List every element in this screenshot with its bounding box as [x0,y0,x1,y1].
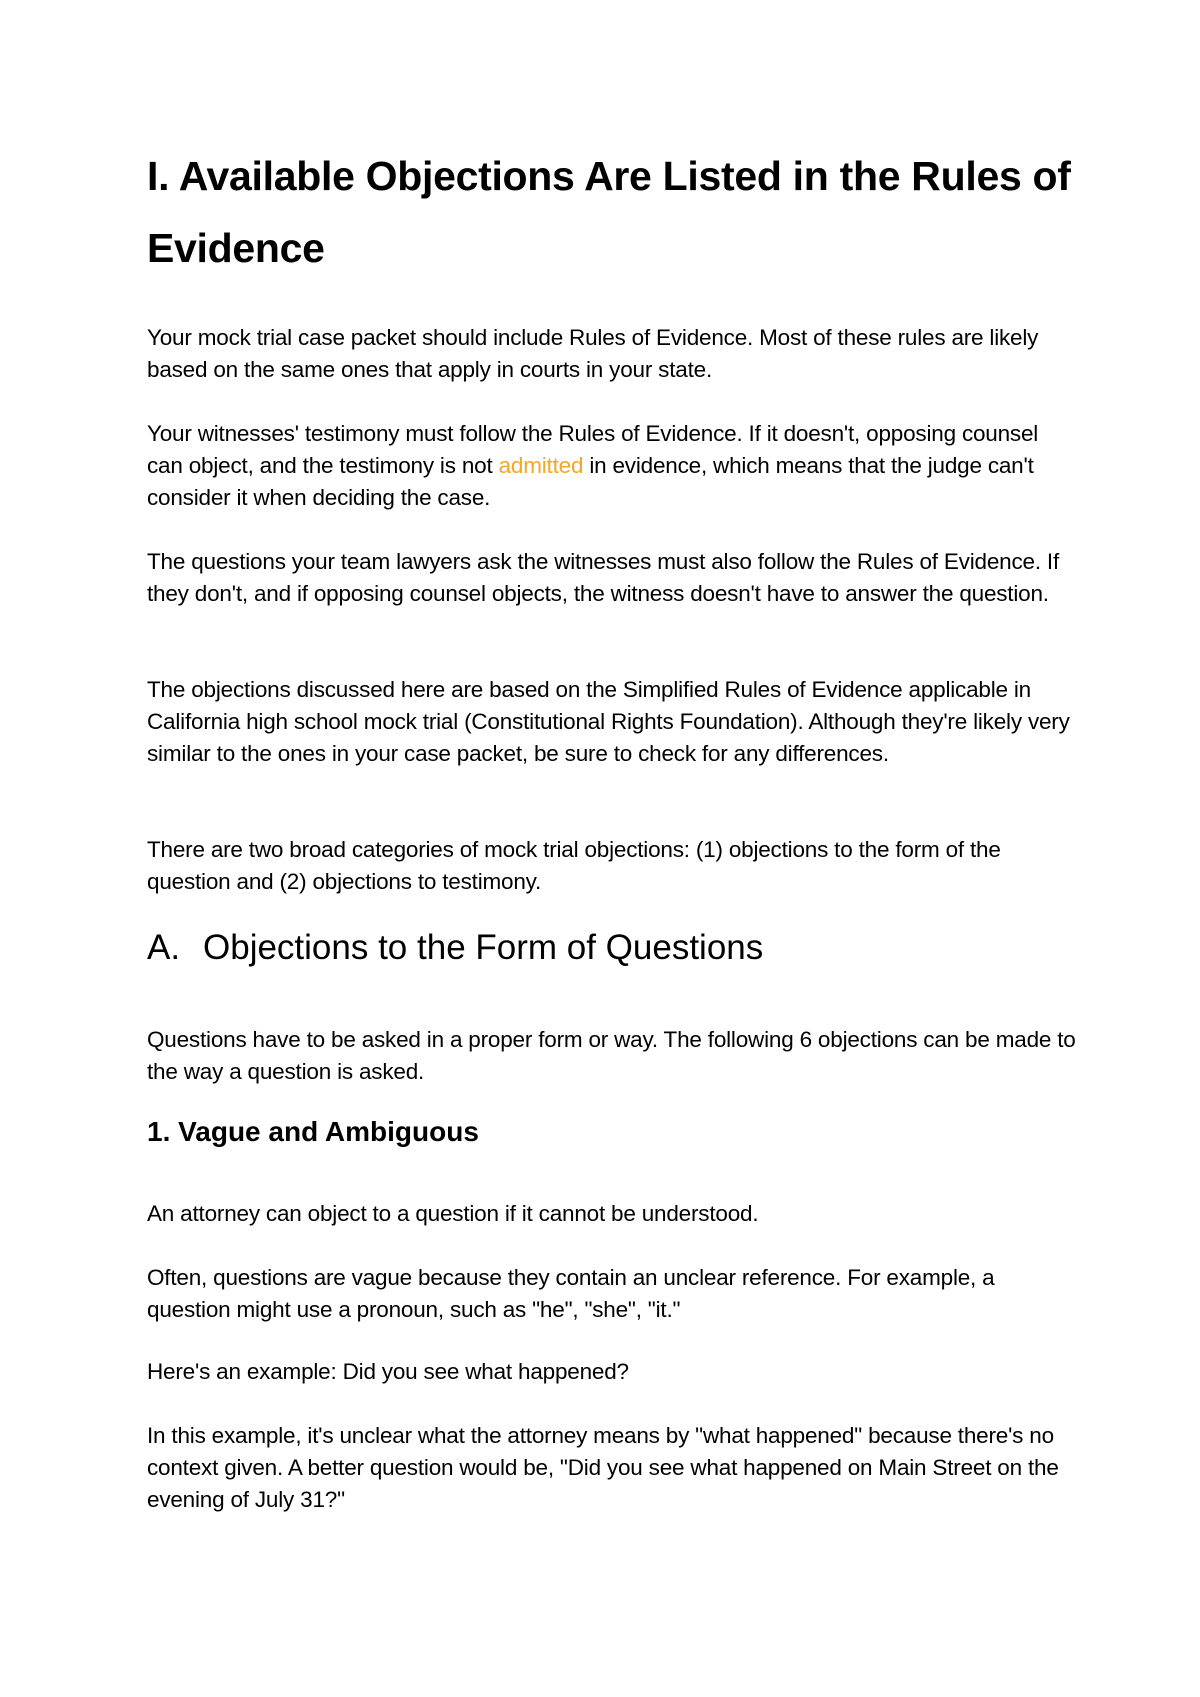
section-heading-a [147,926,763,970]
paragraph-example-explanation: In this example, it's unclear what the attorney means by "what happened" because there's no context given. A better question would be, "Did you see what happened on Main Street on the evening of July 31?" [147,1423,1059,1512]
admitted-link[interactable]: admitted [498,453,584,478]
paragraph-simplified-rules: The objections discussed here are based on the Simplified Rules of Evidence applicable in California high school mock trial (Constitutional Rights Foundation). Although they're likely very similar to the ones in your case packet, be sure to check for any differences. [147,677,1070,766]
paragraph-objection-categories: There are two broad categories of mock trial objections: (1) objections to the form of the question and (2) objections to testimony. [147,837,1001,894]
page-title: I. Available Objections Are Listed in the Rules of Evidence [147,153,1071,271]
paragraph-witness-testimony [147,418,1077,514]
subsection-heading-vague: 1. Vague and Ambiguous [147,1116,479,1147]
paragraph-case-packet: Your mock trial case packet should include Rules of Evidence. Most of these rules are likely based on the same ones that apply in courts in your state. [147,325,1039,382]
section-title: Objections to the Form of Questions [203,928,764,967]
paragraph-text: Your witnesses' testimony must follow the Rules of Evidence. If it doesn't, opposing counsel can object, and the testimony is not [147,421,1039,478]
paragraph-vague-reference: Often, questions are vague because they contain an unclear reference. For example, a question might use a pronoun, such as "he", "she", "it." [147,1265,995,1322]
paragraph-vague-definition: An attorney can object to a question if it cannot be understood. [147,1201,759,1226]
paragraph-section-intro: Questions have to be asked in a proper form or way. The following 6 objections can be made to the way a question is asked. [147,1027,1076,1084]
section-number: A. [147,928,181,967]
paragraph-text: in evidence, which means that the judge can't consider it when deciding the case. [147,453,1034,510]
paragraph-example-question: Here's an example: Did you see what happened? [147,1359,629,1384]
paragraph-lawyer-questions: The questions your team lawyers ask the witnesses must also follow the Rules of Evidence. If they don't, and if opposing counsel objects, the witness doesn't have to answer the question. [147,549,1060,606]
